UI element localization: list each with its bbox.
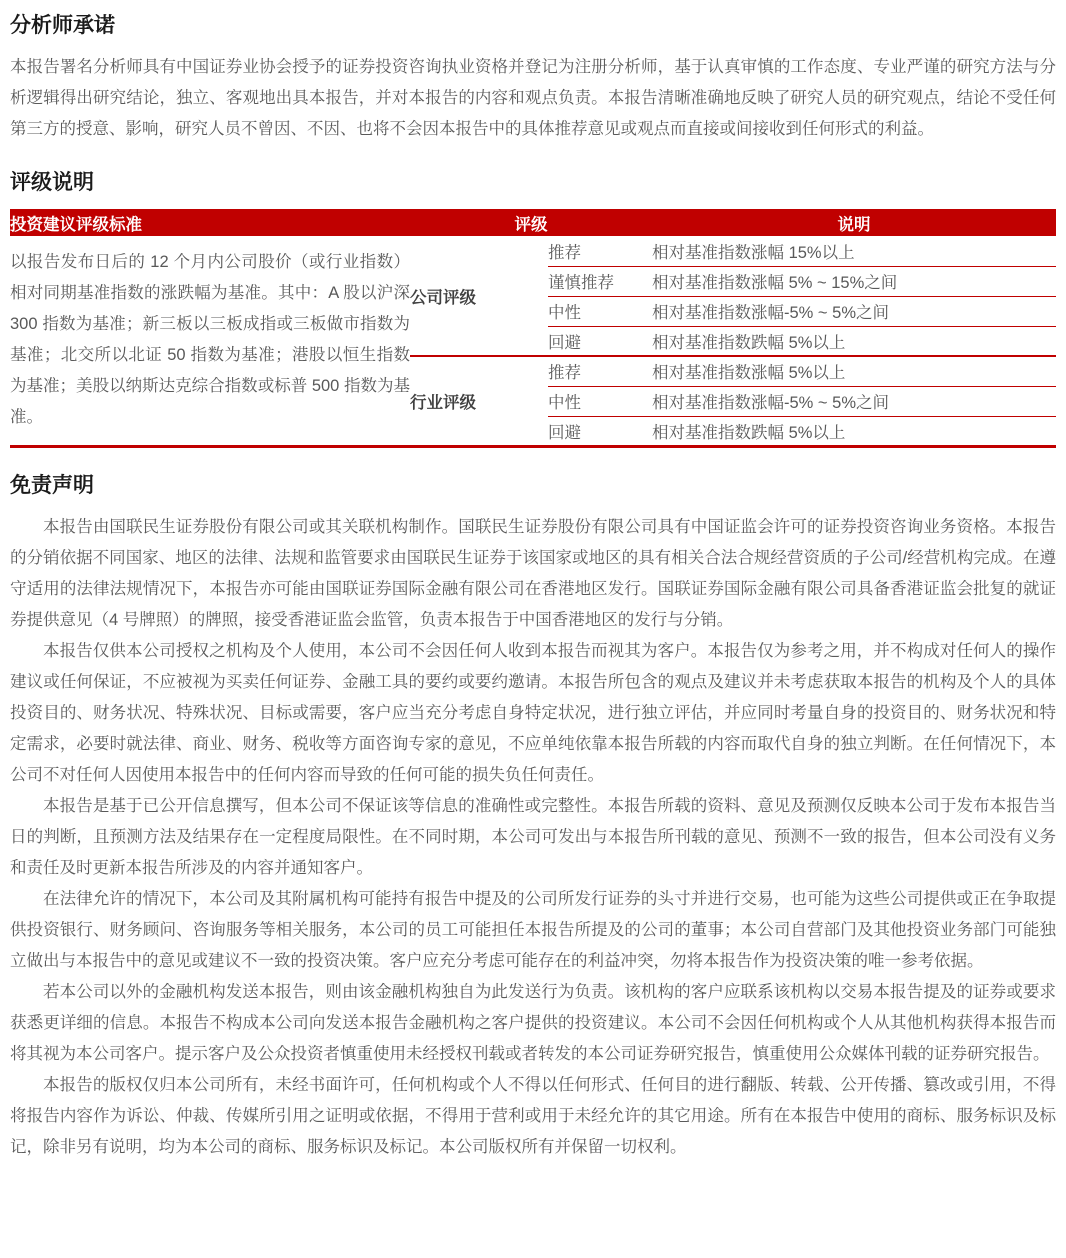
rating-description: 相对基准指数涨幅 5%以上 <box>652 356 1056 386</box>
rating-label: 中性 <box>548 296 652 326</box>
rating-description: 相对基准指数跌幅 5%以上 <box>652 326 1056 356</box>
header-description: 说明 <box>652 209 1056 236</box>
disclaimer-paragraph: 本报告仅供本公司授权之机构及个人使用，本公司不会因任何人收到本报告而视其为客户。本报告仅为参考之用，并不构成对任何人的操作建议或任何保证，不应被视为买卖任何证券、金融工具的要约或要约邀请。本报告所包含的观点及建议并未考虑获取本报告的机构及个人的具体投资目的、财务状况、特殊状况、目标或需要，客户应当充分考虑自身特定状况，进行独立评估，并应同时考量自身的投资目的、财务状况和特定需求，必要时就法律、商业、财务、税收等方面咨询专家的意见，不应单纯依靠本报告所载的内容而取代自身的独立判断。在任何情况下，本公司不对任何人因使用本报告中的任何内容而导致的任何可能的损失负任何责任。 <box>10 641 1056 784</box>
analyst-commitment-text: 本报告署名分析师具有中国证券业协会授予的证券投资咨询执业资格并登记为注册分析师，基于认真审慎的工作态度、专业严谨的研究方法与分析逻辑得出研究结论，独立、客观地出具本报告，并对本报告的内容和观点负责。本报告清晰准确地反映了研究人员的研究观点，结论不受任何第三方的授意、影响，研究人员不曾因、不因、也将不会因本报告中的具体推荐意见或观点而直接或间接收到任何形式的利益。 <box>10 58 1056 138</box>
disclaimer-paragraph: 若本公司以外的金融机构发送本报告，则由该金融机构独自为此发送行为负责。该机构的客户应联系该机构以交易本报告提及的证券或要求获悉更详细的信息。本报告不构成本公司向发送本报告金融机构之客户提供的投资建议。本公司不会因任何机构或个人从其他机构获得本报告而将其视为本公司客户。提示客户及公众投资者慎重使用未经授权刊载或者转发的本公司证券研究报告，慎重使用公众媒体刊载的证券研究报告。 <box>10 982 1056 1063</box>
rating-table <box>10 209 1056 448</box>
disclaimer-paragraph: 本报告是基于已公开信息撰写，但本公司不保证该等信息的准确性或完整性。本报告所载的资料、意见及预测仅反映本公司于发布本报告当日的判断，且预测方法及结果存在一定程度局限性。在不同时期，本公司可发出与本报告所刊载的意见、预测不一致的报告，但本公司没有义务和责任及时更新本报告所涉及的内容并通知客户。 <box>10 796 1056 877</box>
rating-label: 回避 <box>548 326 652 356</box>
rating-table-header-row <box>10 209 1056 236</box>
disclaimer-paragraph: 在法律允许的情况下，本公司及其附属机构可能持有报告中提及的公司所发行证券的头寸并进行交易，也可能为这些公司提供或正在争取提供投资银行、财务顾问、咨询服务等相关服务，本公司的员工可能担任本报告所提及的公司的董事；本公司自营部门及其他投资业务部门可能独立做出与本报告中的意见或建议不一致的投资决策。客户应充分考虑可能存在的利益冲突，勿将本报告作为投资决策的唯一参考依据。 <box>10 889 1056 970</box>
rating-description: 相对基准指数涨幅 5% ~ 15%之间 <box>652 266 1056 296</box>
rating-description: 相对基准指数跌幅 5%以上 <box>652 416 1056 446</box>
rating-label: 中性 <box>548 386 652 416</box>
header-criteria: 投资建议评级标准 <box>10 209 410 236</box>
rating-label: 推荐 <box>548 356 652 386</box>
disclaimer-paragraph: 本报告由国联民生证券股份有限公司或其关联机构制作。国联民生证券股份有限公司具有中国证监会许可的证券投资咨询业务资格。本报告的分销依据不同国家、地区的法律、法规和监管要求由国联民生证券于该国家或地区的具有相关合法合规经营资质的子公司/经营机构完成。在遵守适用的法律法规情况下，本报告亦可能由国联证券国际金融有限公司在香港地区发行。国联证券国际金融有限公司具备香港证监会批复的就证券提供意见（4 号牌照）的牌照，接受香港证监会监管，负责本报告于中国香港地区的发行与分销。 <box>10 517 1056 629</box>
rating-label: 谨慎推荐 <box>548 266 652 296</box>
rating-description: 相对基准指数涨幅 15%以上 <box>652 243 855 262</box>
analyst-commitment-title: 分析师承诺 <box>10 14 115 37</box>
rating-label: 推荐 <box>548 243 581 262</box>
industry-rating-category: 行业评级 <box>410 356 548 446</box>
disclaimer-title: 免责声明 <box>10 473 94 497</box>
rating-description: 相对基准指数涨幅-5% ~ 5%之间 <box>652 386 1056 416</box>
rating-description: 相对基准指数涨幅-5% ~ 5%之间 <box>652 296 1056 326</box>
rating-criteria-text: 以报告发布日后的 12 个月内公司股价（或行业指数）相对同期基准指数的涨跌幅为基准。其中：A 股以沪深 300 指数为基准；新三板以三板成指或三板做市指数为基准；北交所以北证 50 指数为基准；港股以恒生指数为基准；美股以纳斯达克综合指数或标普 500 指数为基准。 <box>10 253 410 427</box>
company-rating-category: 公司评级 <box>410 288 476 307</box>
rating-label: 回避 <box>548 416 652 446</box>
header-rating: 评级 <box>410 209 652 236</box>
rating-explanation-title: 评级说明 <box>10 171 94 194</box>
disclaimer-paragraph: 本报告的版权仅归本公司所有，未经书面许可，任何机构或个人不得以任何形式、任何目的进行翻版、转载、公开传播、篡改或引用，不得将报告内容作为诉讼、仲裁、传媒所引用之证明或依据，不得用于营利或用于未经允许的其它用途。所有在本报告中使用的商标、服务标识及标记，除非另有说明，均为本公司的商标、服务标识及标记。本公司版权所有并保留一切权利。 <box>10 1075 1056 1156</box>
table-row <box>10 236 1056 266</box>
